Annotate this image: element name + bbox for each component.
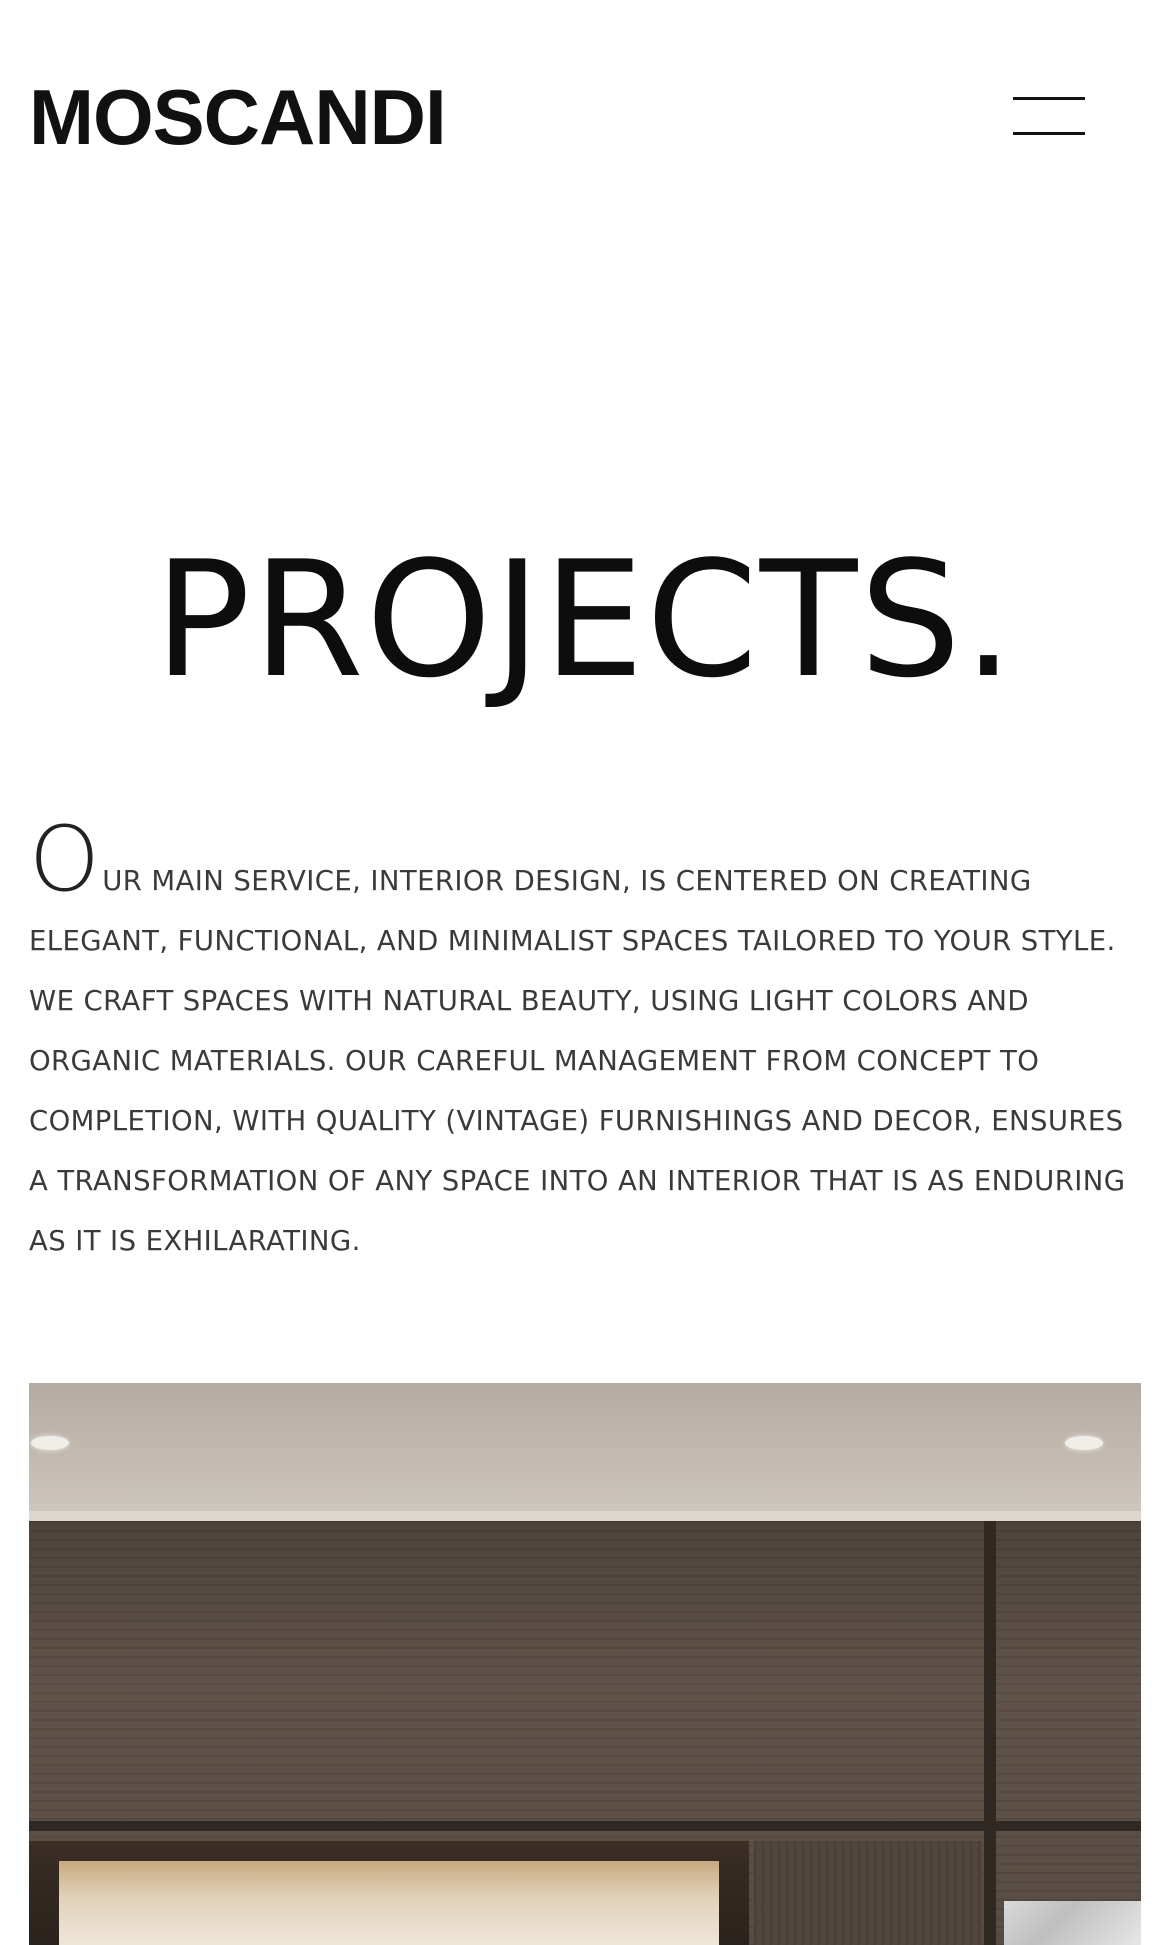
- ceiling-light: [1065, 1436, 1103, 1450]
- page-title: PROJECTS.: [154, 526, 1016, 713]
- menu-line-bottom: [1013, 132, 1085, 135]
- ceiling: [29, 1383, 1141, 1511]
- intro-paragraph: [29, 807, 1149, 1271]
- ceiling-trim: [29, 1511, 1141, 1521]
- site-logo[interactable]: MOSCANDI: [29, 73, 446, 161]
- site-header: [0, 0, 1170, 240]
- interior-photo: [29, 1383, 1141, 1945]
- cabinet-door: [754, 1841, 982, 1945]
- marble-surface: [1004, 1901, 1141, 1945]
- panel-seam: [29, 1821, 1141, 1831]
- drop-cap: O: [29, 807, 101, 912]
- menu-line-top: [1013, 97, 1085, 100]
- intro-text: UR MAIN SERVICE, INTERIOR DESIGN, IS CENTERED ON CREATING ELEGANT, FUNCTIONAL, AND MINIMALIST SPACES TAILORED TO YOUR STYLE. WE CRAFT SPACES WITH NATURAL BEAUTY, USING LIGHT COLORS AND ORGANIC MATERIALS. OUR CAREFUL MANAGEMENT FROM CONCEPT TO COMPLETION, WITH QUALITY (VINTAGE) FURNISHINGS AND DECOR, ENSURES A TRANSFORMATION OF ANY SPACE INTO AN INTERIOR THAT IS AS ENDURING AS IT IS EXHILARATING.: [29, 865, 1126, 1257]
- hamburger-menu-icon[interactable]: [1010, 92, 1088, 140]
- panel-seam: [984, 1521, 996, 1945]
- ceiling-light: [31, 1436, 69, 1450]
- recess-light: [59, 1861, 719, 1945]
